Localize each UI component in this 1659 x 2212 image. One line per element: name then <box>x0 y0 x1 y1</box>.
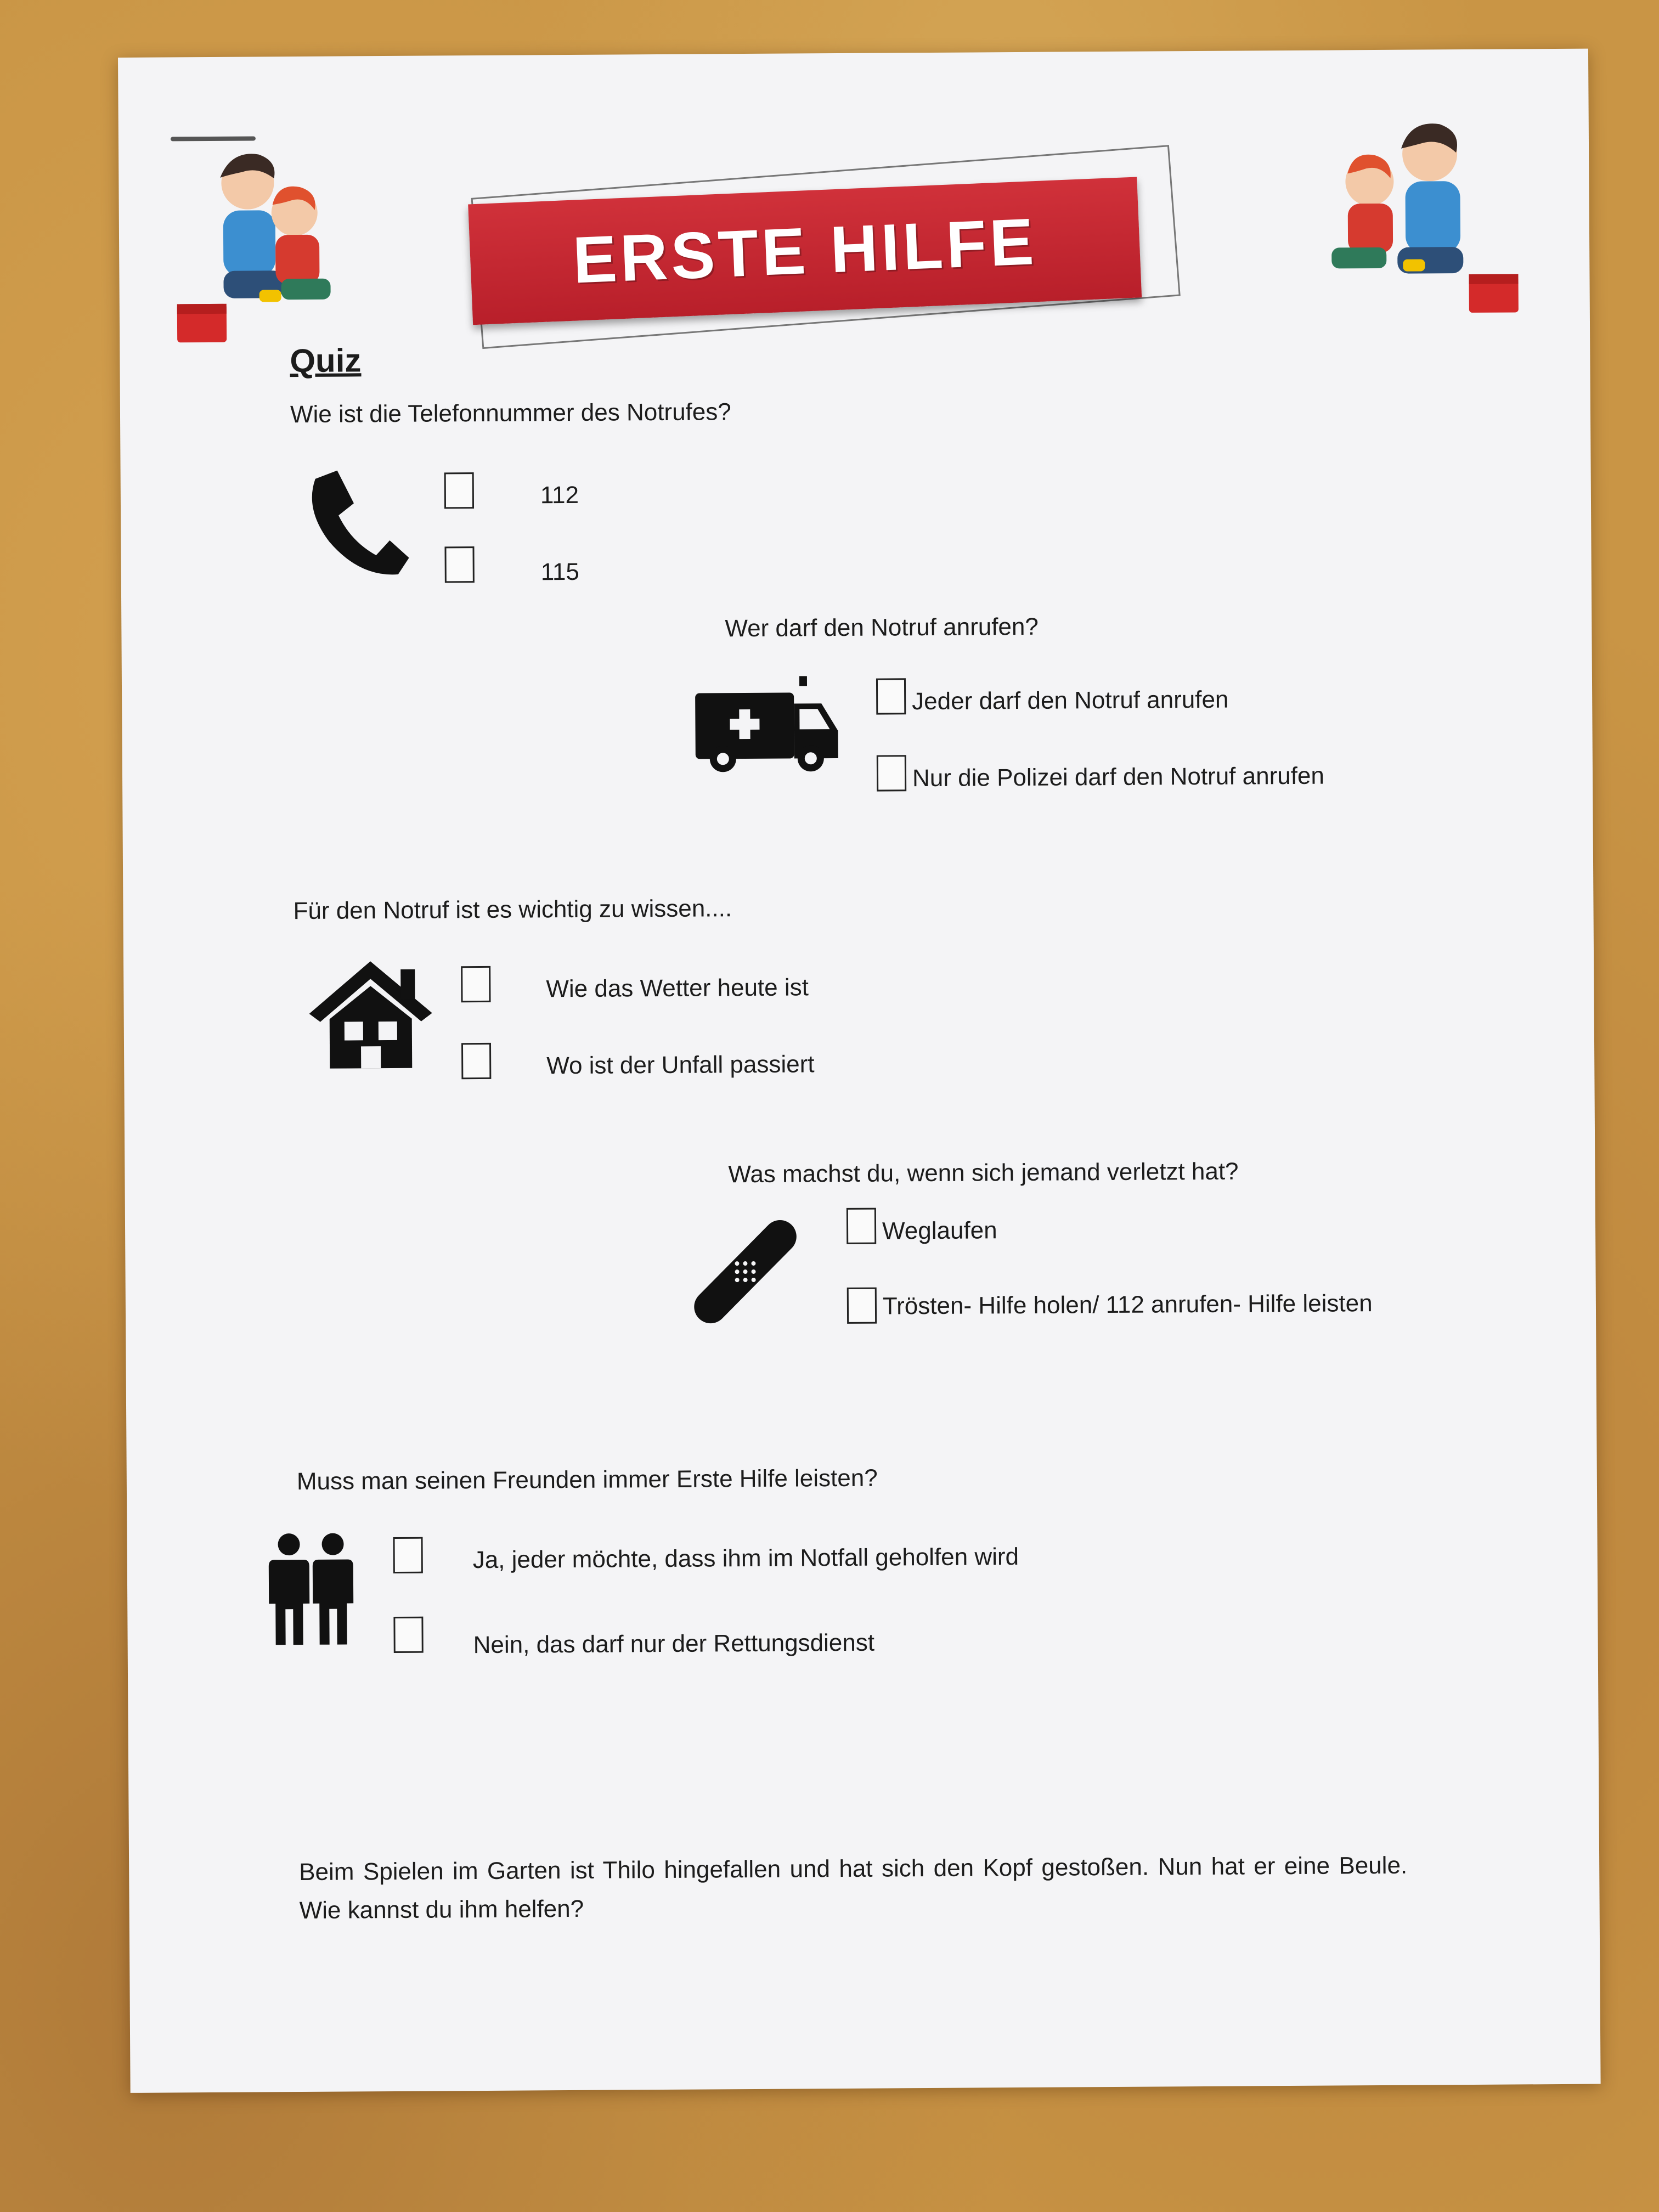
q4-option-2-label: Trösten- Hilfe holen/ 112 anrufen- Hilfe leisten <box>882 1290 1373 1320</box>
kids-first-aid-illustration-right <box>1309 109 1530 341</box>
q3-option-1-label: Wie das Wetter heute ist <box>546 974 809 1003</box>
worksheet-paper <box>118 49 1601 2093</box>
checkbox-q4-option-1[interactable] <box>847 1208 876 1244</box>
checkbox-q5-option-1[interactable] <box>393 1537 422 1573</box>
q1-option-2-label: 115 <box>540 558 580 586</box>
q1-option-1-label: 112 <box>540 481 579 509</box>
q5-option-2-label: Nein, das darf nur der Rettungsdienst <box>473 1629 875 1659</box>
checkbox-q1-option-2[interactable] <box>444 546 474 583</box>
q3-option-2-label: Wo ist der Unfall passiert <box>546 1051 815 1080</box>
checkbox-q3-option-1[interactable] <box>461 966 490 1002</box>
checkbox-q5-option-2[interactable] <box>393 1617 423 1653</box>
two-people-icon <box>264 1532 363 1647</box>
bandage-icon <box>685 1211 806 1332</box>
checkbox-q2-option-1[interactable] <box>876 678 906 714</box>
final-question: Beim Spielen im Garten ist Thilo hingefallen und hat sich den Kopf gestoßen. Nun hat er eine Beule. Wie kannst du ihm helfen? <box>299 1852 1408 1925</box>
checkbox-q4-option-2[interactable] <box>847 1288 877 1324</box>
page-title: ERSTE HILFE <box>571 205 1039 297</box>
checkbox-q1-option-1[interactable] <box>444 472 474 509</box>
quiz-heading: Quiz <box>290 342 362 380</box>
house-icon <box>304 955 437 1071</box>
phone-icon <box>299 465 415 580</box>
question-5: Muss man seinen Freunden immer Erste Hilfe leisten? <box>296 1464 878 1496</box>
ambulance-icon <box>692 673 841 776</box>
q2-option-1-label: Jeder darf den Notruf anrufen <box>912 686 1229 715</box>
checkbox-q3-option-2[interactable] <box>461 1043 491 1079</box>
question-4: Was machst du, wenn sich jemand verletzt hat? <box>728 1158 1239 1188</box>
question-2: Wer darf den Notruf anrufen? <box>725 613 1039 642</box>
q5-option-1-label: Ja, jeder möchte, dass ihm im Notfall geholfen wird <box>472 1543 1019 1574</box>
checkbox-q2-option-2[interactable] <box>877 755 906 791</box>
q4-option-1-label: Weglaufen <box>882 1217 997 1245</box>
question-1: Wie ist die Telefonnummer des Notrufes? <box>290 398 731 428</box>
question-3: Für den Notruf ist es wichtig zu wissen.... <box>293 895 732 925</box>
kids-first-aid-illustration-left <box>165 138 347 348</box>
q2-option-2-label: Nur die Polizei darf den Notruf anrufen <box>912 762 1325 792</box>
